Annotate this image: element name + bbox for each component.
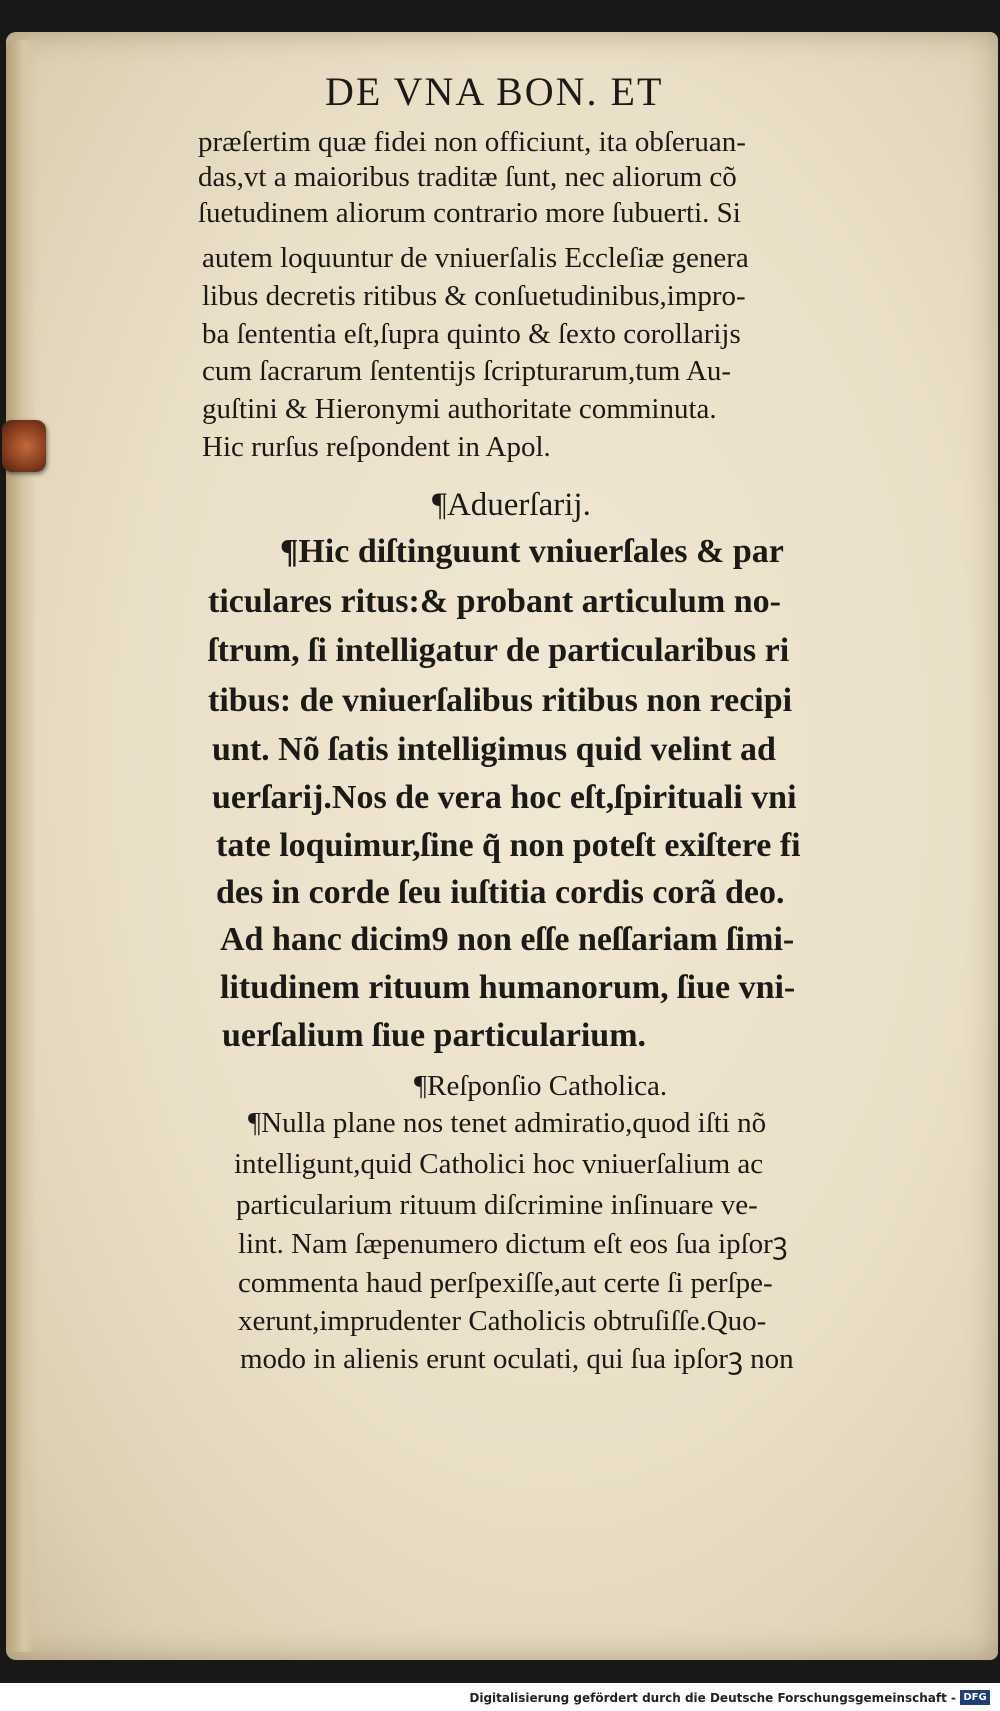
- text-line: Hic rurſus reſpondent in Apol.: [202, 431, 551, 463]
- text-line: tibus: de vniuerſalibus ritibus non recipi: [208, 682, 793, 719]
- running-head: DE VNA BON. ET: [325, 69, 664, 114]
- text-line: tate loquimur,ſine q̃ non poteſt exiſtere fi: [216, 827, 801, 864]
- text-line: uerſarij.Nos de vera hoc eſt,ſpirituali vni: [212, 779, 797, 816]
- footer-bar: [0, 1683, 1000, 1711]
- text-line: commenta haud perſpexiſſe,aut certe ſi perſpe-: [238, 1267, 773, 1299]
- text-line: lint. Nam ſæpenumero dictum eſt eos ſua ipſorꝫ: [238, 1228, 788, 1260]
- text-line: ¶Hic diſtinguunt vniuerſales & par: [280, 533, 784, 570]
- text-line: ſuetudinem aliorum contrario more ſubuerti. Si: [198, 197, 741, 229]
- dfg-logo-icon: DFG: [960, 1690, 990, 1705]
- text-line: das,vt a maioribus traditæ ſunt, nec aliorum cõ: [198, 161, 737, 193]
- text-line: ba ſententia eſt,ſupra quinto & ſexto corollarijs: [202, 318, 741, 350]
- section-heading-responsio: ¶Reſponſio Catholica.: [414, 1070, 668, 1102]
- text-line: uerſalium ſiue particularium.: [222, 1017, 647, 1054]
- section-heading-adversarii: ¶Aduerſarij.: [432, 487, 591, 523]
- text-line: præſertim quæ fidei non officiunt, ita obſeruan-: [198, 126, 746, 158]
- text-line: ſtrum, ſi intelligatur de particularibus ri: [208, 632, 790, 669]
- text-line: intelligunt,quid Catholici hoc vniuerſalium ac: [234, 1148, 764, 1180]
- text-line: unt. Nõ ſatis intelligimus quid velint ad: [212, 731, 776, 768]
- text-line: libus decretis ritibus & conſuetudinibus,impro-: [202, 280, 746, 312]
- text-line: Ad hanc dicim9 non eſſe neſſariam ſimi-: [220, 921, 795, 958]
- text-line: litudinem rituum humanorum, ſiue vni-: [220, 969, 796, 1006]
- page-binding-edge: [6, 40, 36, 1652]
- text-line: particularium rituum diſcrimine inſinuare ve-: [236, 1189, 758, 1221]
- text-line: modo in alienis erunt oculati, qui ſua ipſorꝫ non: [240, 1343, 794, 1375]
- digitization-credit: Digitalisierung gefördert durch die Deutsche Forschungsgemeinschaft -: [469, 1691, 956, 1705]
- text-line: xerunt,imprudenter Catholicis obtruſiſſe.Quo-: [238, 1305, 767, 1337]
- text-line: autem loquuntur de vniuerſalis Eccleſiæ genera: [202, 242, 749, 274]
- text-line: des in corde ſeu iuſtitia cordis corã deo.: [216, 874, 785, 911]
- text-line: ticulares ritus:& probant articulum no-: [208, 583, 781, 620]
- leather-tab: [2, 420, 46, 472]
- text-line: cum ſacrarum ſententijs ſcripturarum,tum Au-: [202, 355, 732, 387]
- text-line: ¶Nulla plane nos tenet admiratio,quod iſti nõ: [248, 1107, 767, 1139]
- text-line: guſtini & Hieronymi authoritate comminuta.: [202, 393, 717, 425]
